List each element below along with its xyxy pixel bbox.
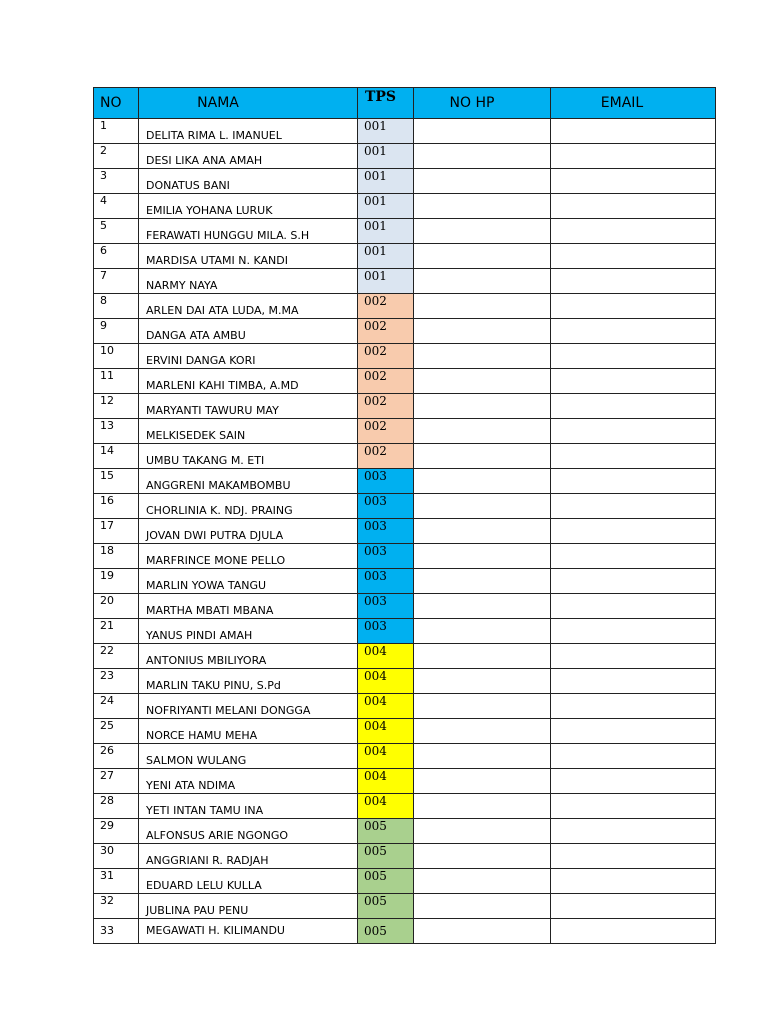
row-tps: 005 <box>358 919 414 944</box>
row-no: 23 <box>94 669 139 694</box>
header-no: NO <box>94 88 139 119</box>
table-row <box>94 894 716 919</box>
table-row <box>94 369 716 394</box>
row-tps: 001 <box>358 244 414 269</box>
table-row <box>94 619 716 644</box>
row-no-hp[interactable] <box>414 869 551 894</box>
row-tps: 003 <box>358 594 414 619</box>
row-tps: 005 <box>358 819 414 844</box>
row-email[interactable] <box>551 894 716 919</box>
row-nama: ANTONIUS MBILIYORA <box>139 644 358 669</box>
row-no: 15 <box>94 469 139 494</box>
row-email[interactable] <box>551 619 716 644</box>
row-email[interactable] <box>551 294 716 319</box>
table-row <box>94 294 716 319</box>
row-nama: MELKISEDEK SAIN <box>139 419 358 444</box>
row-no: 3 <box>94 169 139 194</box>
row-tps: 003 <box>358 569 414 594</box>
row-email[interactable] <box>551 769 716 794</box>
row-email[interactable] <box>551 194 716 219</box>
row-no: 18 <box>94 544 139 569</box>
row-nama: UMBU TAKANG M. ETI <box>139 444 358 469</box>
row-email[interactable] <box>551 719 716 744</box>
row-email[interactable] <box>551 119 716 144</box>
row-no-hp[interactable] <box>414 194 551 219</box>
table-row <box>94 244 716 269</box>
table-row <box>94 844 716 869</box>
row-no-hp[interactable] <box>414 394 551 419</box>
row-email[interactable] <box>551 794 716 819</box>
row-nama: CHORLINIA K. NDJ. PRAING <box>139 494 358 519</box>
row-no-hp[interactable] <box>414 819 551 844</box>
row-no: 27 <box>94 769 139 794</box>
row-tps: 002 <box>358 369 414 394</box>
row-email[interactable] <box>551 819 716 844</box>
row-no-hp[interactable] <box>414 419 551 444</box>
row-nama: MEGAWATI H. KILIMANDU <box>139 919 358 944</box>
row-nama: YETI INTAN TAMU INA <box>139 794 358 819</box>
row-nama: MARDISA UTAMI N. KANDI <box>139 244 358 269</box>
row-email[interactable] <box>551 869 716 894</box>
row-tps: 003 <box>358 494 414 519</box>
row-no-hp[interactable] <box>414 919 551 944</box>
table-row <box>94 444 716 469</box>
table-row <box>94 694 716 719</box>
row-email[interactable] <box>551 519 716 544</box>
row-nama: ANGGRENI MAKAMBOMBU <box>139 469 358 494</box>
row-nama: DESI LIKA ANA AMAH <box>139 144 358 169</box>
row-tps: 004 <box>358 769 414 794</box>
row-nama: NOFRIYANTI MELANI DONGGA <box>139 694 358 719</box>
row-nama: MARTHA MBATI MBANA <box>139 594 358 619</box>
row-no: 21 <box>94 619 139 644</box>
row-email[interactable] <box>551 919 716 944</box>
row-nama: SALMON WULANG <box>139 744 358 769</box>
table-row <box>94 269 716 294</box>
row-email[interactable] <box>551 594 716 619</box>
row-email[interactable] <box>551 394 716 419</box>
row-tps: 004 <box>358 719 414 744</box>
table-row <box>94 794 716 819</box>
row-email[interactable] <box>551 494 716 519</box>
table-row <box>94 519 716 544</box>
row-no-hp[interactable] <box>414 694 551 719</box>
row-tps: 002 <box>358 419 414 444</box>
row-email[interactable] <box>551 369 716 394</box>
row-nama: JOVAN DWI PUTRA DJULA <box>139 519 358 544</box>
row-email[interactable] <box>551 644 716 669</box>
table-row <box>94 569 716 594</box>
table-row <box>94 144 716 169</box>
row-no: 32 <box>94 894 139 919</box>
table-row <box>94 219 716 244</box>
table-row <box>94 669 716 694</box>
row-tps: 005 <box>358 894 414 919</box>
row-nama: DELITA RIMA L. IMANUEL <box>139 119 358 144</box>
row-no: 4 <box>94 194 139 219</box>
row-email[interactable] <box>551 269 716 294</box>
row-no: 19 <box>94 569 139 594</box>
table-row <box>94 544 716 569</box>
table-row <box>94 469 716 494</box>
row-email[interactable] <box>551 469 716 494</box>
header-row <box>94 88 716 119</box>
row-no-hp[interactable] <box>414 294 551 319</box>
row-email[interactable] <box>551 244 716 269</box>
row-no-hp[interactable] <box>414 894 551 919</box>
row-tps: 001 <box>358 219 414 244</box>
table-row <box>94 919 716 944</box>
row-nama: JUBLINA PAU PENU <box>139 894 358 919</box>
row-tps: 003 <box>358 469 414 494</box>
row-no: 10 <box>94 344 139 369</box>
row-nama: FERAWATI HUNGGU MILA. S.H <box>139 219 358 244</box>
row-no-hp[interactable] <box>414 569 551 594</box>
row-no: 25 <box>94 719 139 744</box>
row-no: 17 <box>94 519 139 544</box>
row-no: 9 <box>94 319 139 344</box>
row-no-hp[interactable] <box>414 144 551 169</box>
row-no-hp[interactable] <box>414 244 551 269</box>
row-no: 22 <box>94 644 139 669</box>
row-no: 20 <box>94 594 139 619</box>
row-no-hp[interactable] <box>414 744 551 769</box>
table-row <box>94 769 716 794</box>
row-no: 24 <box>94 694 139 719</box>
row-tps: 001 <box>358 194 414 219</box>
row-tps: 004 <box>358 744 414 769</box>
row-no-hp[interactable] <box>414 269 551 294</box>
row-email[interactable] <box>551 144 716 169</box>
table-row <box>94 744 716 769</box>
row-nama: YANUS PINDI AMAH <box>139 619 358 644</box>
row-no-hp[interactable] <box>414 594 551 619</box>
row-nama: DONATUS BANI <box>139 169 358 194</box>
row-tps: 003 <box>358 544 414 569</box>
row-no-hp[interactable] <box>414 319 551 344</box>
table-row <box>94 119 716 144</box>
row-tps: 004 <box>358 644 414 669</box>
table-row <box>94 594 716 619</box>
row-nama: NARMY NAYA <box>139 269 358 294</box>
row-no: 1 <box>94 119 139 144</box>
header-no-hp: NO HP <box>414 88 551 119</box>
row-tps: 001 <box>358 119 414 144</box>
row-no-hp[interactable] <box>414 669 551 694</box>
row-nama: ALFONSUS ARIE NGONGO <box>139 819 358 844</box>
row-no: 8 <box>94 294 139 319</box>
row-tps: 002 <box>358 394 414 419</box>
row-no-hp[interactable] <box>414 769 551 794</box>
voter-table <box>93 87 716 944</box>
row-no: 29 <box>94 819 139 844</box>
row-no: 11 <box>94 369 139 394</box>
row-email[interactable] <box>551 419 716 444</box>
row-email[interactable] <box>551 569 716 594</box>
row-no-hp[interactable] <box>414 344 551 369</box>
row-email[interactable] <box>551 319 716 344</box>
row-nama: ARLEN DAI ATA LUDA, M.MA <box>139 294 358 319</box>
row-tps: 005 <box>358 844 414 869</box>
row-email[interactable] <box>551 169 716 194</box>
row-nama: MARLENI KAHI TIMBA, A.MD <box>139 369 358 394</box>
row-nama: MARYANTI TAWURU MAY <box>139 394 358 419</box>
row-no: 6 <box>94 244 139 269</box>
row-no: 26 <box>94 744 139 769</box>
row-nama: MARFRINCE MONE PELLO <box>139 544 358 569</box>
row-no-hp[interactable] <box>414 369 551 394</box>
row-tps: 001 <box>358 269 414 294</box>
row-no-hp[interactable] <box>414 794 551 819</box>
table-body <box>94 119 716 944</box>
row-nama: NORCE HAMU MEHA <box>139 719 358 744</box>
row-no-hp[interactable] <box>414 119 551 144</box>
row-email[interactable] <box>551 444 716 469</box>
row-email[interactable] <box>551 694 716 719</box>
row-tps: 004 <box>358 694 414 719</box>
header-email: EMAIL <box>551 88 716 119</box>
row-no-hp[interactable] <box>414 844 551 869</box>
row-email[interactable] <box>551 844 716 869</box>
row-no: 14 <box>94 444 139 469</box>
row-no: 2 <box>94 144 139 169</box>
row-nama: ANGGRIANI R. RADJAH <box>139 844 358 869</box>
row-nama: DANGA ATA AMBU <box>139 319 358 344</box>
table-row <box>94 194 716 219</box>
table-row <box>94 819 716 844</box>
row-no: 5 <box>94 219 139 244</box>
row-tps: 003 <box>358 619 414 644</box>
header-nama: NAMA <box>139 88 358 119</box>
row-tps: 005 <box>358 869 414 894</box>
row-no-hp[interactable] <box>414 719 551 744</box>
row-email[interactable] <box>551 544 716 569</box>
row-tps: 004 <box>358 794 414 819</box>
row-tps: 002 <box>358 294 414 319</box>
row-tps: 003 <box>358 519 414 544</box>
row-nama: MARLIN YOWA TANGU <box>139 569 358 594</box>
row-tps: 001 <box>358 144 414 169</box>
table-row <box>94 319 716 344</box>
header-tps: TPS <box>358 88 414 119</box>
row-no-hp[interactable] <box>414 469 551 494</box>
row-nama: YENI ATA NDIMA <box>139 769 358 794</box>
table-row <box>94 869 716 894</box>
row-tps: 002 <box>358 319 414 344</box>
row-no: 28 <box>94 794 139 819</box>
row-no: 31 <box>94 869 139 894</box>
row-nama: EDUARD LELU KULLA <box>139 869 358 894</box>
row-nama: MARLIN TAKU PINU, S.Pd <box>139 669 358 694</box>
row-no: 12 <box>94 394 139 419</box>
row-nama: EMILIA YOHANA LURUK <box>139 194 358 219</box>
row-no: 13 <box>94 419 139 444</box>
row-no-hp[interactable] <box>414 444 551 469</box>
row-no: 7 <box>94 269 139 294</box>
table-row <box>94 494 716 519</box>
table-row <box>94 394 716 419</box>
row-no-hp[interactable] <box>414 169 551 194</box>
row-tps: 002 <box>358 344 414 369</box>
row-no-hp[interactable] <box>414 644 551 669</box>
table-row <box>94 344 716 369</box>
table-row <box>94 644 716 669</box>
row-no: 16 <box>94 494 139 519</box>
row-tps: 002 <box>358 444 414 469</box>
row-email[interactable] <box>551 219 716 244</box>
table-row <box>94 719 716 744</box>
row-tps: 004 <box>358 669 414 694</box>
row-no-hp[interactable] <box>414 219 551 244</box>
row-email[interactable] <box>551 344 716 369</box>
row-tps: 001 <box>358 169 414 194</box>
row-email[interactable] <box>551 744 716 769</box>
table-row <box>94 169 716 194</box>
table-row <box>94 419 716 444</box>
row-no: 33 <box>94 919 139 944</box>
row-email[interactable] <box>551 669 716 694</box>
row-no-hp[interactable] <box>414 519 551 544</box>
row-no: 30 <box>94 844 139 869</box>
row-nama: ERVINI DANGA KORI <box>139 344 358 369</box>
row-no-hp[interactable] <box>414 544 551 569</box>
row-no-hp[interactable] <box>414 494 551 519</box>
row-no-hp[interactable] <box>414 619 551 644</box>
